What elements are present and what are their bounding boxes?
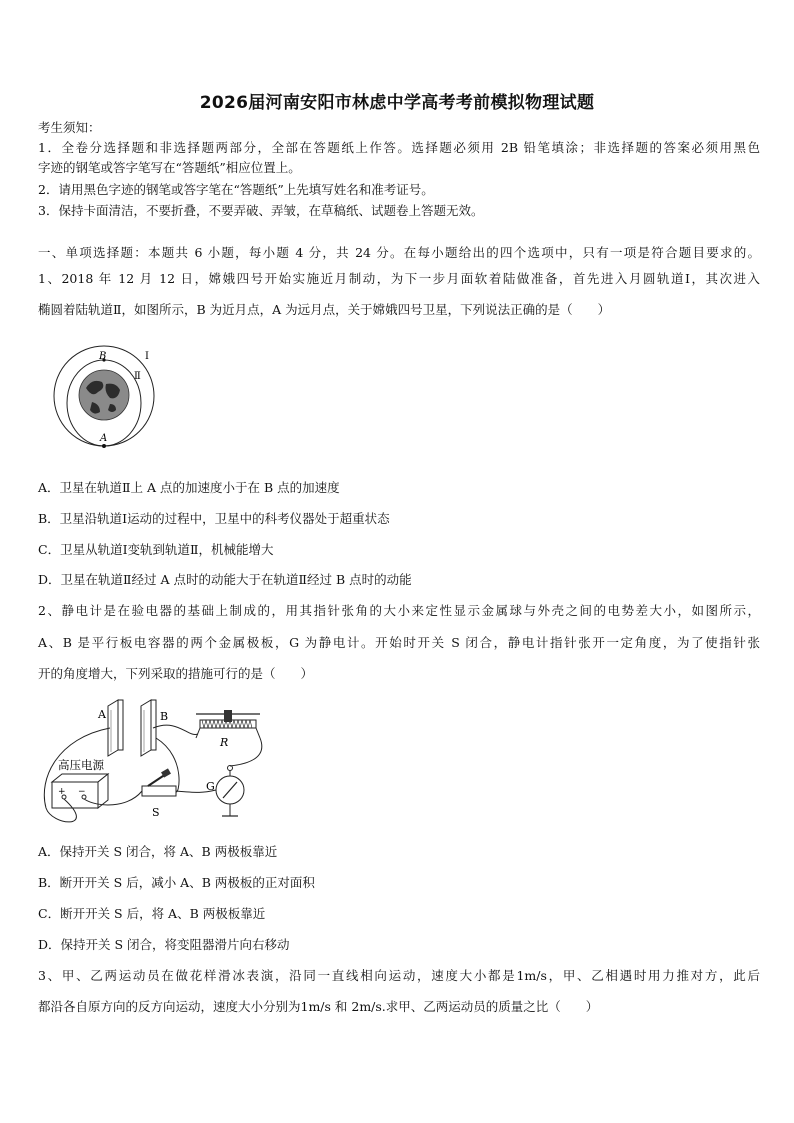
notice-item: 字迹的钢笔或答字笔写在“答题纸”相应位置上。: [38, 160, 301, 175]
circuit-diagram: [38, 698, 268, 830]
option-D: D．卫星在轨道Ⅱ经过 A 点时的动能大于在轨道Ⅱ经过 B 点时的动能: [38, 572, 412, 587]
notice-item: 1．全卷分选择题和非选择题两部分，全部在答题纸上作答。选择题必须用 2B 铅笔填涂；非选择题的答案必须用黑色: [38, 140, 760, 155]
question-2-text: 2、静电计是在验电器的基础上制成的，用其指针张角的大小来定性显示金属球与外壳之间的电势差大小，如图所示，: [38, 603, 760, 618]
question-3-text: 都沿各自原方向的反方向运动，速度大小分别为1m/s 和 2m/s.求甲、乙两运动员的质量之比（ ）: [38, 999, 599, 1014]
label-orbit-II: Ⅱ: [134, 371, 141, 382]
label-minus: −: [78, 787, 86, 797]
label-plate-B: B: [160, 710, 169, 723]
option-B: B．卫星沿轨道Ⅰ运动的过程中，卫星中的科考仪器处于超重状态: [38, 511, 390, 526]
label-G: G: [206, 780, 215, 793]
electrometer-G: [216, 766, 244, 817]
question-2-text: A、B 是平行板电容器的两个金属极板，G 为静电计。开始时开关 S 闭合，静电计指针张开一定角度，为了使指针张: [38, 635, 760, 650]
rheostat-slider: [224, 710, 232, 722]
question-2-text: 开的角度增大，下列采取的措施可行的是（ ）: [38, 666, 314, 681]
label-plate-A: A: [98, 708, 106, 721]
label-power-supply: 高压电源: [58, 758, 104, 772]
option-C: C．断开开关 S 后，将 A、B 两极板靠近: [38, 906, 266, 921]
section-heading: 一、单项选择题：本题共 6 小题，每小题 4 分，共 24 分。在每小题给出的四个选项中，只有一项是符合题目要求的。: [38, 245, 760, 260]
question-1-text: 椭圆着陆轨道Ⅱ，如图所示，B 为近月点，A 为远月点，关于嫦娥四号卫星，下列说法正确的是（ ）: [38, 302, 611, 317]
option-A: A．保持开关 S 闭合，将 A、B 两极板靠近: [38, 844, 278, 859]
label-plus: +: [58, 787, 66, 797]
label-A: A: [100, 433, 108, 444]
moon-icon: [79, 370, 129, 420]
option-D: D．保持开关 S 闭合，将变阻器滑片向右移动: [38, 937, 290, 952]
option-A: A．卫星在轨道Ⅱ上 A 点的加速度小于在 B 点的加速度: [38, 480, 340, 495]
point-A-dot: [102, 444, 106, 448]
switch-S: [142, 768, 176, 796]
label-B: B: [99, 351, 107, 362]
option-B: B．断开开关 S 后，减小 A、B 两极板的正对面积: [38, 875, 315, 890]
label-R: R: [220, 736, 229, 749]
notice-heading: 考生须知：: [38, 120, 101, 135]
page-title: 2026届河南安阳市林虑中学高考考前模拟物理试题: [199, 93, 595, 113]
label-orbit-I: Ⅰ: [145, 351, 149, 362]
notice-item: 3．保持卡面清洁，不要折叠，不要弄破、弄皱，在草稿纸、试题卷上答题无效。: [38, 203, 484, 218]
option-C: C．卫星从轨道Ⅰ变轨到轨道Ⅱ，机械能增大: [38, 542, 274, 557]
rheostat: [196, 710, 260, 738]
label-S: S: [152, 806, 160, 819]
orbit-diagram: [48, 340, 168, 455]
notice-item: 2．请用黑色字迹的钢笔或答字笔在“答题纸”上先填写姓名和准考证号。: [38, 182, 434, 197]
question-3-text: 3、甲、乙两运动员在做花样滑冰表演，沿同一直线相向运动，速度大小都是1m/s，甲、乙相遇时用力推对方，此后: [38, 968, 760, 983]
question-1-text: 1、2018 年 12 月 12 日，嫦娥四号开始实施近月制动，为下一步月面软着陆做准备，首先进入月圆轨道Ⅰ，其次进入: [38, 271, 760, 286]
plate-A: [108, 700, 123, 756]
